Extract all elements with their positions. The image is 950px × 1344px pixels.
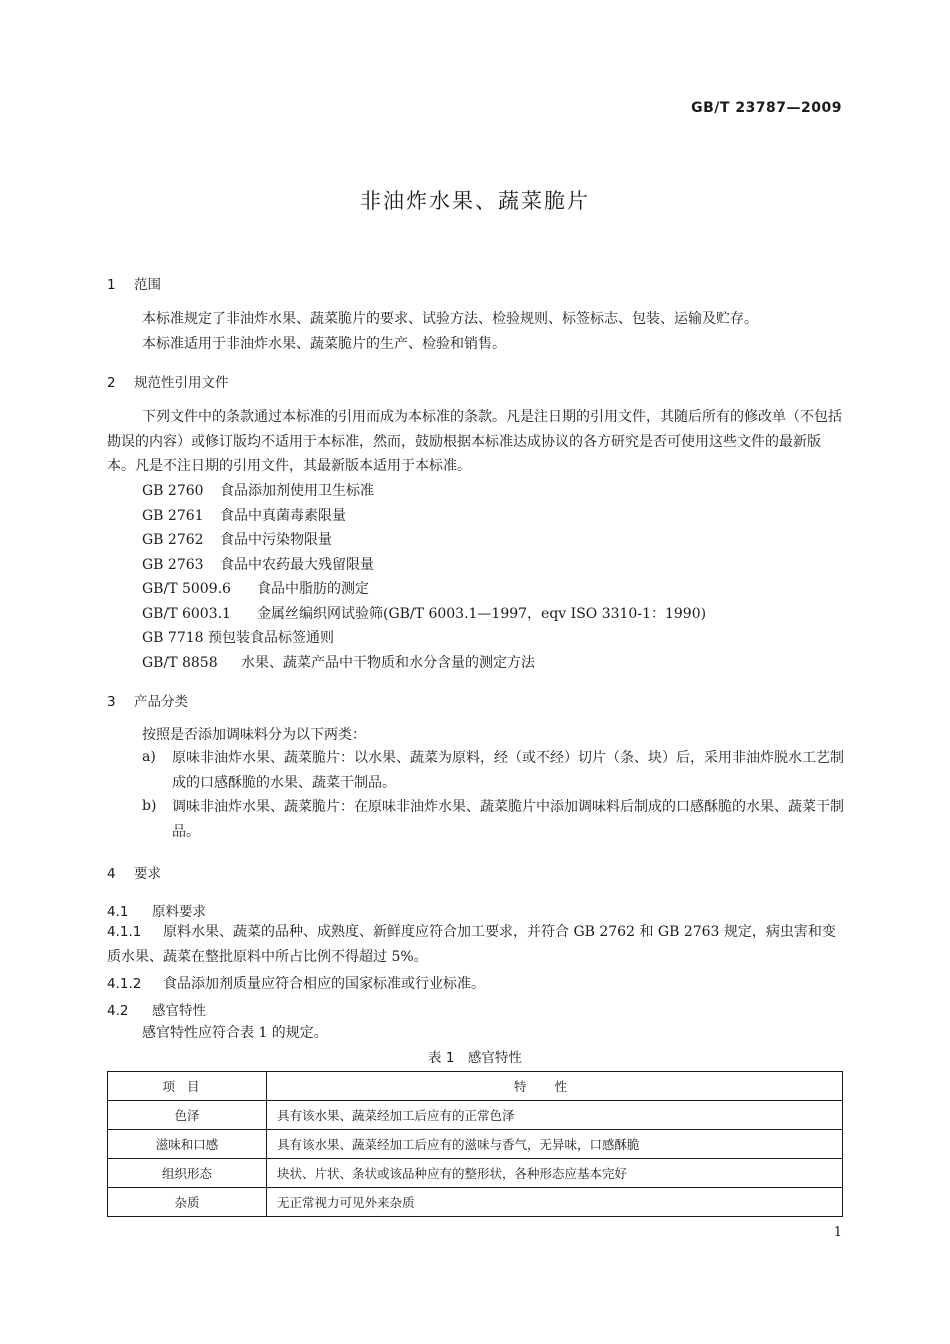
section-title: 感官特性 bbox=[152, 1003, 206, 1019]
reference-code: GB/T 5009.6 bbox=[142, 581, 231, 597]
section-title: 范围 bbox=[134, 277, 161, 293]
list-item-label: a) bbox=[142, 749, 156, 765]
reference-item bbox=[142, 627, 334, 647]
table-cell: 组织形态 bbox=[108, 1159, 267, 1188]
reference-name: 食品中污染物限量 bbox=[220, 532, 332, 548]
reference-code: GB 7718 bbox=[142, 630, 204, 646]
section-number: 2 bbox=[107, 375, 116, 391]
clause-4-1-2 bbox=[107, 973, 485, 993]
column-header: 项目 bbox=[108, 1072, 267, 1101]
reference-name: 金属丝编织网试验筛(GB/T 6003.1—1997，eqv ISO 3310-1：1990) bbox=[257, 606, 707, 622]
table-row bbox=[108, 1101, 843, 1130]
table-cell: 具有该水果、蔬菜经加工后应有的正常色泽 bbox=[267, 1101, 843, 1130]
reference-name: 食品中农药最大残留限量 bbox=[220, 557, 374, 573]
table-cell: 滋味和口感 bbox=[108, 1130, 267, 1159]
clause-4-1-1 bbox=[107, 920, 845, 969]
reference-name: 食品中脂肪的测定 bbox=[257, 581, 369, 597]
section-number: 4.2 bbox=[107, 1003, 129, 1019]
section-title: 要求 bbox=[134, 866, 161, 882]
sensory-table bbox=[107, 1071, 843, 1217]
paragraph: 按照是否添加调味料分为以下两类： bbox=[142, 727, 366, 743]
reference-name: 食品添加剂使用卫生标准 bbox=[220, 483, 374, 499]
section-title: 规范性引用文件 bbox=[134, 375, 229, 391]
reference-item bbox=[142, 578, 369, 598]
paragraph: 本标准规定了非油炸水果、蔬菜脆片的要求、试验方法、检验规则、标签标志、包装、运输及贮存。 bbox=[142, 311, 758, 327]
section-number: 4.1 bbox=[107, 904, 129, 920]
reference-name: 水果、蔬菜产品中干物质和水分含量的测定方法 bbox=[241, 655, 535, 671]
list-item: 原味非油炸水果、蔬菜脆片：以水果、蔬菜为原料，经（或不经）切片（条、块）后，采用非油炸脱水工艺制成的口感酥脆的水果、蔬菜干制品。 bbox=[172, 750, 844, 791]
column-header: 特性 bbox=[267, 1072, 843, 1101]
page-title: 非油炸水果、蔬菜脆片 bbox=[360, 189, 590, 213]
section-number: 4 bbox=[107, 866, 116, 882]
page-number: 1 bbox=[833, 1225, 842, 1240]
clause-text: 原料水果、蔬菜的品种、成熟度、新鲜度应符合加工要求，并符合 GB 2762 和 GB 2763 规定，病虫害和变质水果、蔬菜在整批原料中所占比例不得超过 5%。 bbox=[107, 924, 836, 965]
standard-code: GB/T 23787—2009 bbox=[691, 100, 842, 116]
reference-item bbox=[142, 603, 706, 623]
table-row bbox=[108, 1188, 843, 1217]
section-number: 1 bbox=[107, 277, 116, 293]
clause-number: 4.1.1 bbox=[107, 924, 142, 940]
reference-code: GB 2762 bbox=[142, 532, 204, 548]
reference-item bbox=[142, 529, 332, 549]
reference-code: GB 2763 bbox=[142, 557, 204, 573]
reference-item bbox=[142, 554, 374, 574]
reference-code: GB 2761 bbox=[142, 508, 204, 524]
table-cell: 具有该水果、蔬菜经加工后应有的滋味与香气，无异味，口感酥脆 bbox=[267, 1130, 843, 1159]
subsection-4-1-heading bbox=[107, 900, 206, 920]
section-2-heading bbox=[107, 371, 229, 391]
section-number: 3 bbox=[107, 694, 116, 710]
list-item: 调味非油炸水果、蔬菜脆片：在原味非油炸水果、蔬菜脆片中添加调味料后制成的口感酥脆的水果、蔬菜干制品。 bbox=[172, 799, 844, 840]
table-row bbox=[108, 1159, 843, 1188]
table-cell: 块状、片状、条状或该品种应有的整形状，各种形态应基本完好 bbox=[267, 1159, 843, 1188]
reference-item bbox=[142, 505, 346, 525]
section-4-heading bbox=[107, 862, 161, 882]
reference-name: 食品中真菌毒素限量 bbox=[220, 508, 346, 524]
table-title: 表 1 感官特性 bbox=[428, 1050, 522, 1066]
subsection-4-2-heading bbox=[107, 999, 206, 1019]
list-item-label: b) bbox=[142, 798, 157, 814]
paragraph: 本标准适用于非油炸水果、蔬菜脆片的生产、检验和销售。 bbox=[142, 336, 506, 352]
table-row bbox=[108, 1130, 843, 1159]
table-cell: 无正常视力可见外来杂质 bbox=[267, 1188, 843, 1217]
paragraph: 感官特性应符合表 1 的规定。 bbox=[142, 1025, 328, 1041]
section-title: 原料要求 bbox=[152, 904, 206, 920]
reference-item bbox=[142, 652, 535, 672]
clause-number: 4.1.2 bbox=[107, 976, 142, 992]
reference-code: GB 2760 bbox=[142, 483, 204, 499]
section-title: 产品分类 bbox=[134, 694, 188, 710]
table-header-row bbox=[108, 1072, 843, 1101]
reference-item bbox=[142, 480, 374, 500]
reference-code: GB/T 8858 bbox=[142, 655, 218, 671]
reference-name: 预包装食品标签通则 bbox=[208, 630, 334, 646]
clause-text: 食品添加剂质量应符合相应的国家标准或行业标准。 bbox=[163, 976, 485, 992]
table-cell: 杂质 bbox=[108, 1188, 267, 1217]
paragraph: 下列文件中的条款通过本标准的引用而成为本标准的条款。凡是注日期的引用文件，其随后所有的修改单（不包括勘误的内容）或修订版均不适用于本标准，然而，鼓励根据本标准达成协议的各方研究是否可使用这些文件的最新版本。凡是不注日期的引用文件，其最新版本适用于本标准。 bbox=[107, 409, 842, 474]
section-1-heading bbox=[107, 273, 161, 293]
section-3-heading bbox=[107, 690, 188, 710]
reference-code: GB/T 6003.1 bbox=[142, 606, 231, 622]
table-cell: 色泽 bbox=[108, 1101, 267, 1130]
